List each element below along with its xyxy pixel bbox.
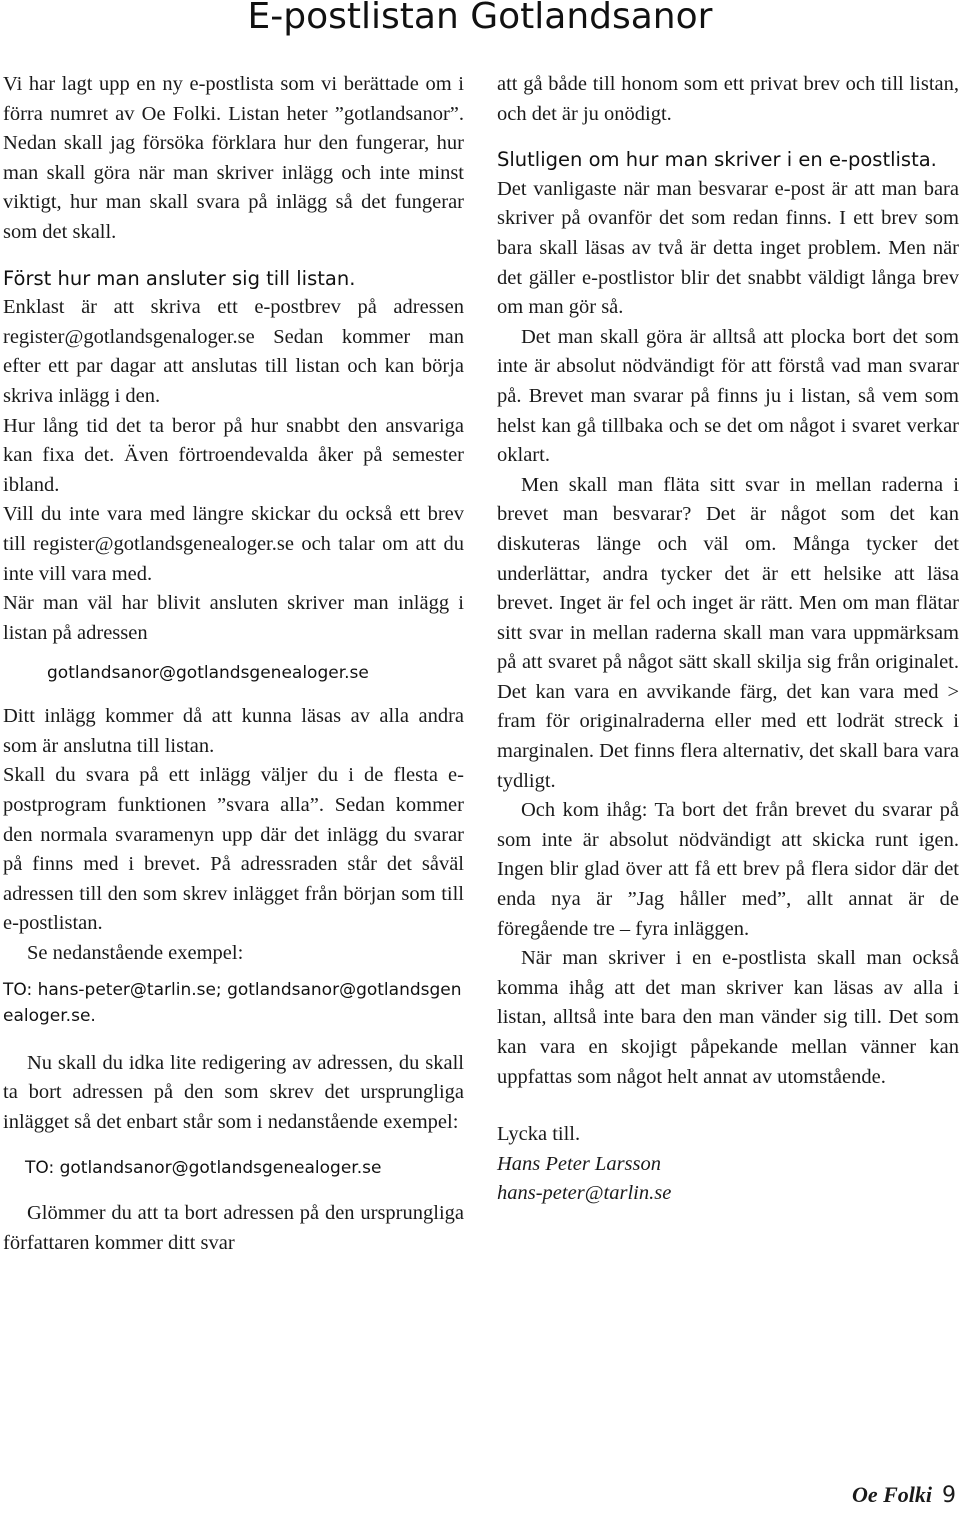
page-number: 9 — [942, 1483, 956, 1508]
paragraph-edit-address: Nu skall du idka lite redigering av adressen, du skall ta bort adressen på den som skrev det ursprungliga inlägget så det enbart står som i nedanstående exempel: — [3, 1051, 464, 1133]
left-column — [3, 70, 464, 1259]
intro-paragraph: Vi har lagt upp en ny e-postlista som vi berättade om i förra numret av Oe Folki. Listan heter ”gotlandsanor”. Nedan skall jag försöka förklara hur den fungerar, hur man skall göra när man skriver inlägg och inte minst viktigt, hur man skall svara på inlägg så det fungerar som det skall. — [3, 73, 464, 243]
page-footer — [852, 1482, 956, 1509]
author-name: Hans Peter Larsson — [497, 1152, 662, 1175]
paragraph-remove-author: Glömmer du att ta bort adressen på den ursprungliga författaren kommer ditt svar — [3, 1202, 464, 1254]
paragraph-reply-above: Det vanligaste när man besvarar e-post är att man bara skriver på ovanför det som redan finns. I ett brev som bara skall läsas av två är detta inget problem. Men när det gäller e-postlistor blir det snabbt väldigt långa brev om man gör så. — [497, 177, 959, 319]
paragraph-unsubscribe: Vill du inte vara med längre skickar du också ett brev till register@gotlandsgenealoger.se och talar om att du inte vill vara med. — [3, 503, 464, 585]
list-address: gotlandsanor@gotlandsgenealoger.se — [47, 663, 369, 684]
paragraph-join-time: Hur lång tid det ta beror på hur snabbt den ansvariga kan fixa det. Även förtroendevalda åker på semester ibland. — [3, 414, 464, 496]
paragraph-public: När man skriver i en e-postlista skall man också komma ihåg att det man skriver kan läsas av alla i listan, alltså inte bara den man vänder sig till. Det som kan vara en skojigt påpekande mellan vänner kan uppfattas som något helt annat av utomstående. — [497, 947, 959, 1088]
magazine-name: Oe Folki — [851, 1482, 932, 1507]
paragraph-continued: att gå både till honom som ett privat brev och till listan, och det är ju onödigt. — [497, 73, 959, 125]
example-to-line-2: TO: gotlandsanor@gotlandsgenealoger.se — [25, 1158, 382, 1179]
paragraph-interleave: Men skall man fläta sitt svar in mellan raderna i brevet man besvarar? Det är något som det kan diskuteras länge och väl om. Många tycker det underlättar, andra tycker det är ett helsike att läsa brevet. Inget är fel och inget är rätt. Men om man flätar sitt svar in mellan raderna skall man vara uppmärksam på att svaret på något sätt skall skilja sig från originalet. Det kan vara en avvikande färg, det kan vara med > fram för originalraderna eller med ett lodrät streck i marginalen. Det finns flera alternativ, det skall bara vara tydligt. — [497, 473, 959, 792]
paragraph-readable: Ditt inlägg kommer då att kunna läsas av alla andra som är anslutna till listan. — [3, 705, 464, 757]
right-column — [497, 70, 959, 1209]
closing-greeting: Lycka till. — [497, 1123, 581, 1146]
heading-how-to-write: Slutligen om hur man skriver i en e-postlista. — [497, 148, 937, 172]
author-email: hans-peter@tarlin.se — [497, 1182, 672, 1205]
paragraph-reply-all: Skall du svara på ett inlägg väljer du i de flesta e-postprogram funktionen ”svara alla”. Sedan kommer den normala svaramenyn upp där det inlägg du svarar på finns med i brevet. På adressraden står det såväl adressen till den som skrev inlägget från början som till e-postlistan. — [3, 764, 464, 935]
paragraph-example-intro: Se nedanstående exempel: — [27, 942, 244, 965]
heading-join-list: Först hur man ansluter sig till listan. — [3, 266, 356, 290]
example-to-line-1: TO: hans-peter@tarlin.se; gotlandsanor@gotlandsgenealoger.se. — [3, 979, 462, 1026]
paragraph-trim-reply: Det man skall göra är alltså att plocka bort det som inte är absolut nödvändigt för att förstå vad man svarar på. Brevet man svarar på finns ju i listan, så vem som helst kan gå tillbaka och se det om något i svaret verkar oklart. — [497, 325, 959, 467]
paragraph-remember: Och kom ihåg: Ta bort det från brevet du svarar på som inte är absolut nödvändigt att skicka runt igen. Ingen blir glad över att få ett brev på flera sidor där det enda nya är ”Jag håller med”, allt annat är de föregående tre – fyra inläggen. — [497, 799, 959, 940]
paragraph-join-address: Enklast är att skriva ett e-postbrev på adressen register@gotlandsgenaloger.se Sedan kommer man efter ett par dagar att anslutas till listan och kan börja skriva inlägg i den. — [3, 296, 464, 407]
paragraph-post-address: När man väl har blivit ansluten skriver man inlägg i listan på adressen — [3, 592, 464, 644]
page-title: E-postlistan Gotlandsanor — [247, 0, 713, 37]
